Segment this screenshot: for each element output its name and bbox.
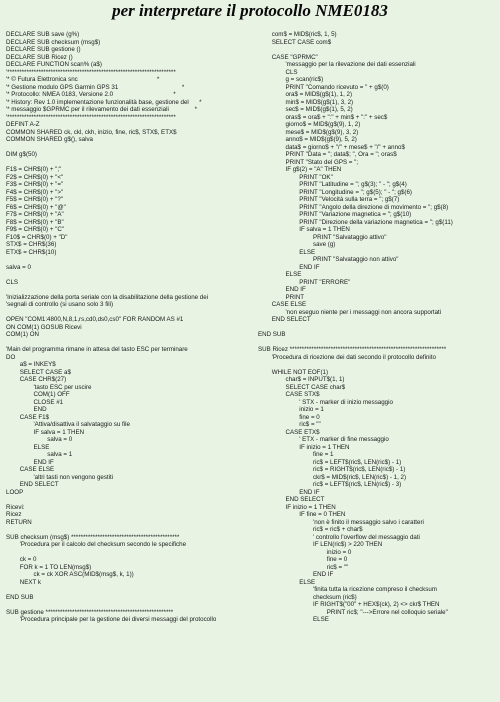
code-line: IF salva = 1 THEN bbox=[6, 428, 85, 436]
code-line: ric$ = RIGHT$(ric$, LEN(ric$) - 1) bbox=[258, 466, 406, 473]
code-line: salva = 0 bbox=[6, 263, 31, 271]
code-line: ELSE bbox=[6, 443, 50, 451]
code-line: 'Inizializzazione della porta seriale con la disabilitazione della gestione dei bbox=[6, 293, 209, 301]
code-line bbox=[6, 309, 246, 317]
code-line: ELSE bbox=[258, 578, 316, 586]
code-line: ckr$ = MID$(ric$, LEN(ric$) - 1, 2) bbox=[258, 473, 407, 481]
code-line: 'Procedura principale per la gestione dei diversi messaggi del protocollo bbox=[6, 616, 217, 623]
code-line: 'finita tutta la ricezione compreso il checksum bbox=[258, 586, 437, 593]
page-title: per interpretare il protocollo NME0183 bbox=[112, 1, 388, 20]
code-line: ON COM(1) GOSUB Ricevi bbox=[6, 323, 82, 331]
code-line: ' ETX - marker di fine messaggio bbox=[258, 436, 389, 443]
code-line: PRINT "Velocità sulla terra = "; g$(7) bbox=[258, 196, 400, 203]
code-line: CLS bbox=[6, 278, 19, 286]
code-line: DIM g$(50) bbox=[6, 151, 37, 158]
code-line: g = scan(ric$) bbox=[258, 76, 324, 83]
code-line: data$ = giorno$ + "/" + mese$ + "/" + anno$ bbox=[258, 143, 405, 151]
code-line: '********************************************************************** bbox=[6, 113, 176, 121]
code-line bbox=[6, 586, 246, 594]
code-line: 'non eseguo niente per i messaggi non ancora supportati bbox=[258, 308, 442, 316]
code-line: CASE "GPRMC" bbox=[258, 53, 318, 61]
code-line: PRINT "ERRORE" bbox=[258, 278, 351, 286]
code-line: IF g$(2) = "A" THEN bbox=[258, 166, 342, 173]
code-line: ck = ck XOR ASC(MID$(msg$, k, 1)) bbox=[6, 571, 134, 578]
code-line: SUB gestione ***************************************************** bbox=[6, 608, 174, 616]
code-line bbox=[258, 324, 496, 332]
code-line: '********************************************************************** bbox=[6, 68, 176, 76]
code-line: END IF bbox=[258, 286, 306, 293]
code-line: 'non è finito il messaggio salvo i caratteri bbox=[258, 518, 424, 526]
code-line: mese$ = MID$(g$(9), 3, 2) bbox=[258, 128, 359, 136]
code-line: min$ = MID$(g$(1), 3, 2) bbox=[258, 98, 354, 106]
code-line: PRINT "Comando ricevuto = " + g$(0) bbox=[258, 83, 389, 91]
code-line: char$ = INPUT$(1, 1) bbox=[258, 376, 345, 383]
code-line: LOOP bbox=[6, 488, 24, 496]
code-line: F7$ = CHR$(0) + "A" bbox=[6, 211, 64, 218]
code-line: F4$ = CHR$(0) + ">" bbox=[6, 188, 64, 196]
code-line bbox=[258, 46, 496, 54]
code-line: Ricez bbox=[6, 511, 22, 518]
code-line: 'tasto ESC per uscire bbox=[6, 383, 92, 391]
code-line: PRINT "Salvataggio attivo" bbox=[258, 233, 387, 241]
code-line: inizio = 1 bbox=[258, 406, 324, 413]
code-line: ELSE bbox=[258, 248, 316, 256]
code-line: OPEN "COM1:4800,N,8,1,rs,cd0,ds0,cs0" FOR RANDOM AS #1 bbox=[6, 316, 184, 323]
code-line: END IF bbox=[258, 571, 334, 578]
code-line: PRINT "Data = "; data$; ", Ora = "; oras$ bbox=[258, 151, 397, 158]
code-line: ELSE bbox=[258, 616, 329, 623]
code-line: CLS bbox=[258, 68, 298, 76]
code-line: DECLARE SUB gestione () bbox=[6, 46, 81, 53]
code-line: SELECT CASE a$ bbox=[6, 368, 71, 376]
code-line: PRINT "Direzione della variazione magnetica = "; g$(11) bbox=[258, 218, 453, 226]
code-line: DEFINT A-Z bbox=[6, 121, 40, 128]
code-line: 'segnali di controllo (si usano solo 3 fili) bbox=[6, 301, 114, 308]
code-line: FOR k = 1 TO LEN(msg$) bbox=[6, 563, 92, 571]
code-column-right bbox=[258, 31, 496, 624]
code-line: CASE ETX$ bbox=[258, 428, 320, 436]
code-line: oras$ = ora$ + ":" + min$ + ":" + sec$ bbox=[258, 113, 388, 121]
code-line: ck = 0 bbox=[6, 556, 37, 563]
code-line: IF inizio = 1 THEN bbox=[258, 503, 336, 511]
code-line: SUB checksum (msg$) ********************************************* bbox=[6, 533, 180, 541]
code-line: PRINT "Longitudine = "; g$(5); " - "; g$(6) bbox=[258, 188, 412, 196]
code-line: END bbox=[6, 406, 47, 413]
code-line: F3$ = CHR$(0) + "=" bbox=[6, 181, 64, 188]
code-line bbox=[6, 286, 246, 294]
code-line: 'Procedura di ricezione dei dati secondo il protocollo definito bbox=[258, 353, 436, 361]
code-line: ELSE bbox=[258, 271, 302, 278]
code-line: 'Procedura per il calcolo del checksum secondo le specifiche bbox=[6, 541, 187, 548]
code-line: END SUB bbox=[258, 331, 286, 338]
code-line: fine = 0 bbox=[258, 556, 348, 563]
code-line: a$ = INKEY$ bbox=[6, 361, 56, 368]
code-line: salva = 0 bbox=[6, 436, 73, 443]
code-line: F6$ = CHR$(0) + "@" bbox=[6, 203, 66, 211]
code-line: '* © Futura Elettronica snc * bbox=[6, 76, 160, 83]
code-line: END IF bbox=[6, 458, 54, 466]
code-line: PRINT ric$; "--->Errore nel colloquio seriale" bbox=[258, 608, 448, 616]
code-line: F2$ = CHR$(0) + "<" bbox=[6, 173, 64, 181]
code-line: END SELECT bbox=[6, 481, 59, 488]
code-line: CASE ELSE bbox=[258, 301, 307, 308]
code-line: CASE CHR$(27) bbox=[6, 376, 67, 383]
code-line: DO bbox=[6, 353, 16, 361]
code-line: '* Gestione modulo GPS Garmin GPS 31 * bbox=[6, 83, 185, 91]
code-line: END SUB bbox=[6, 593, 34, 601]
code-line: fine = 1 bbox=[258, 451, 334, 458]
code-line: 'Attiva/disattiva il salvataggio su file bbox=[6, 421, 130, 428]
code-line: F8$ = CHR$(0) + "B" bbox=[6, 218, 64, 226]
code-line: PRINT "Latitudine = "; g$(3); " - "; g$(4) bbox=[258, 181, 407, 188]
code-line: Ricevi: bbox=[6, 503, 25, 511]
code-line: DECLARE SUB save (g%) bbox=[6, 31, 80, 38]
code-line: COMMON SHARED g$(), salva bbox=[6, 136, 93, 143]
code-line bbox=[6, 549, 246, 557]
code-line: DECLARE SUB Ricez () bbox=[6, 53, 73, 61]
code-line: ric$ = ric$ + char$ bbox=[258, 526, 363, 533]
code-line bbox=[6, 601, 246, 609]
code-line: anno$ = MID$(g$(9), 5, 2) bbox=[258, 136, 357, 143]
code-line bbox=[6, 271, 246, 279]
code-line: IF RIGHT$("00" + HEX$(ck), 2) <> ckr$ THEN bbox=[258, 601, 440, 608]
code-line: DECLARE SUB checksum (msg$) bbox=[6, 38, 101, 46]
code-line: '* Protocollo: NMEA 0183, Versione 2.0 * bbox=[6, 91, 176, 98]
code-line: SUB Ricez ***************************************************************** bbox=[258, 346, 447, 353]
code-line: ric$ = "" bbox=[258, 563, 349, 571]
code-line: giorno$ = MID$(g$(9), 1, 2) bbox=[258, 121, 361, 128]
code-line: ' STX - marker di inizio messaggio bbox=[258, 398, 393, 406]
code-line: COM(1) OFF bbox=[6, 391, 70, 398]
code-line: CASE F1$ bbox=[6, 413, 49, 421]
code-line: '* messaggio $GPRMC per il rilevamento dei dati essenziali * bbox=[6, 106, 198, 113]
code-line: CASE ELSE bbox=[6, 466, 55, 473]
code-line bbox=[6, 256, 246, 264]
code-line bbox=[258, 361, 496, 369]
code-line: PRINT "Variazione magnetica = "; g$(10) bbox=[258, 211, 412, 218]
code-line: SELECT CASE com$ bbox=[258, 38, 332, 46]
code-line bbox=[6, 144, 246, 152]
code-line: '* History: Rev 1.0 implementazione funzionalità base, gestione del * bbox=[6, 98, 202, 106]
code-line: ora$ = MID$(g$(1), 1, 2) bbox=[258, 91, 353, 98]
code-line: END SELECT bbox=[258, 496, 325, 503]
code-line: COMMON SHARED ck, ckl, ckh, inizio, fine, ric$, STX$, ETX$ bbox=[6, 128, 177, 136]
code-line: NEXT k bbox=[6, 578, 41, 586]
code-line: F5$ = CHR$(0) + "?" bbox=[6, 196, 64, 203]
code-line: IF inizio = 1 THEN bbox=[258, 443, 350, 451]
code-line: F10$ = CHR$(0) + "D" bbox=[6, 233, 68, 241]
code-line: 'messaggio per la rilevazione dei dati essenziali bbox=[258, 61, 416, 68]
code-line bbox=[6, 159, 246, 167]
code-line: save (g) bbox=[258, 241, 336, 248]
code-line: F9$ = CHR$(0) + "C" bbox=[6, 226, 65, 233]
code-line: DECLARE FUNCTION scan% (a$) bbox=[6, 61, 102, 68]
code-line: PRINT "Angolo della direzione di movimento = "; g$(8) bbox=[258, 203, 449, 211]
code-line: PRINT "Salvataggio non attivo" bbox=[258, 256, 399, 263]
code-line: salva = 1 bbox=[6, 451, 73, 458]
code-line: fine = 0 bbox=[258, 413, 320, 421]
code-line: ric$ = LEFT$(ric$, LEN(ric$) - 1) bbox=[258, 458, 402, 466]
code-line: ETX$ = CHR$(10) bbox=[6, 248, 57, 256]
code-line: COM(1) ON bbox=[6, 331, 39, 338]
code-line: END SELECT bbox=[258, 316, 311, 323]
code-line: IF salva = 1 THEN bbox=[258, 226, 350, 233]
code-line: ric$ = "" bbox=[258, 421, 321, 428]
code-line: 'Main del programma rimane in attesa del tasto ESC per terminare bbox=[6, 346, 188, 353]
code-line: sec$ = MID$(g$(1), 5, 2) bbox=[258, 106, 353, 113]
code-line: IF LEN(ric$) > 220 THEN bbox=[258, 541, 383, 548]
code-line bbox=[6, 339, 246, 347]
code-line: ric$ = LEFT$(ric$, LEN(ric$) - 3) bbox=[258, 481, 402, 488]
code-line: PRINT "OK" bbox=[258, 173, 333, 181]
code-line: 'altri tasti non vengono gestiti bbox=[6, 473, 114, 481]
code-line: CASE STX$ bbox=[258, 391, 320, 398]
code-line: PRINT "Stato del GPS = "; bbox=[258, 158, 359, 166]
code-line bbox=[258, 339, 496, 347]
code-line: SELECT CASE char$ bbox=[258, 383, 346, 391]
code-line: RETURN bbox=[6, 518, 32, 526]
code-line: END IF bbox=[258, 488, 320, 496]
code-line: checksum (ric$) bbox=[258, 593, 357, 601]
code-line: com$ = MID$(ric$, 1, 5) bbox=[258, 31, 337, 38]
code-line: WHILE NOT EOF(1) bbox=[258, 368, 329, 376]
code-line: END IF bbox=[258, 263, 320, 271]
code-line bbox=[6, 526, 246, 534]
code-line: IF fine = 0 THEN bbox=[258, 511, 346, 518]
code-line: F1$ = CHR$(0) + ";" bbox=[6, 166, 62, 173]
code-column-left bbox=[6, 31, 246, 624]
code-line bbox=[6, 496, 246, 504]
code-line: PRINT bbox=[258, 293, 305, 301]
code-line: inizio = 0 bbox=[258, 548, 352, 556]
code-line: STX$ = CHR$(36) bbox=[6, 241, 57, 248]
code-line: CLOSE #1 bbox=[6, 398, 64, 406]
code-line: ' controllo l'overflow del messaggio dati bbox=[258, 533, 420, 541]
